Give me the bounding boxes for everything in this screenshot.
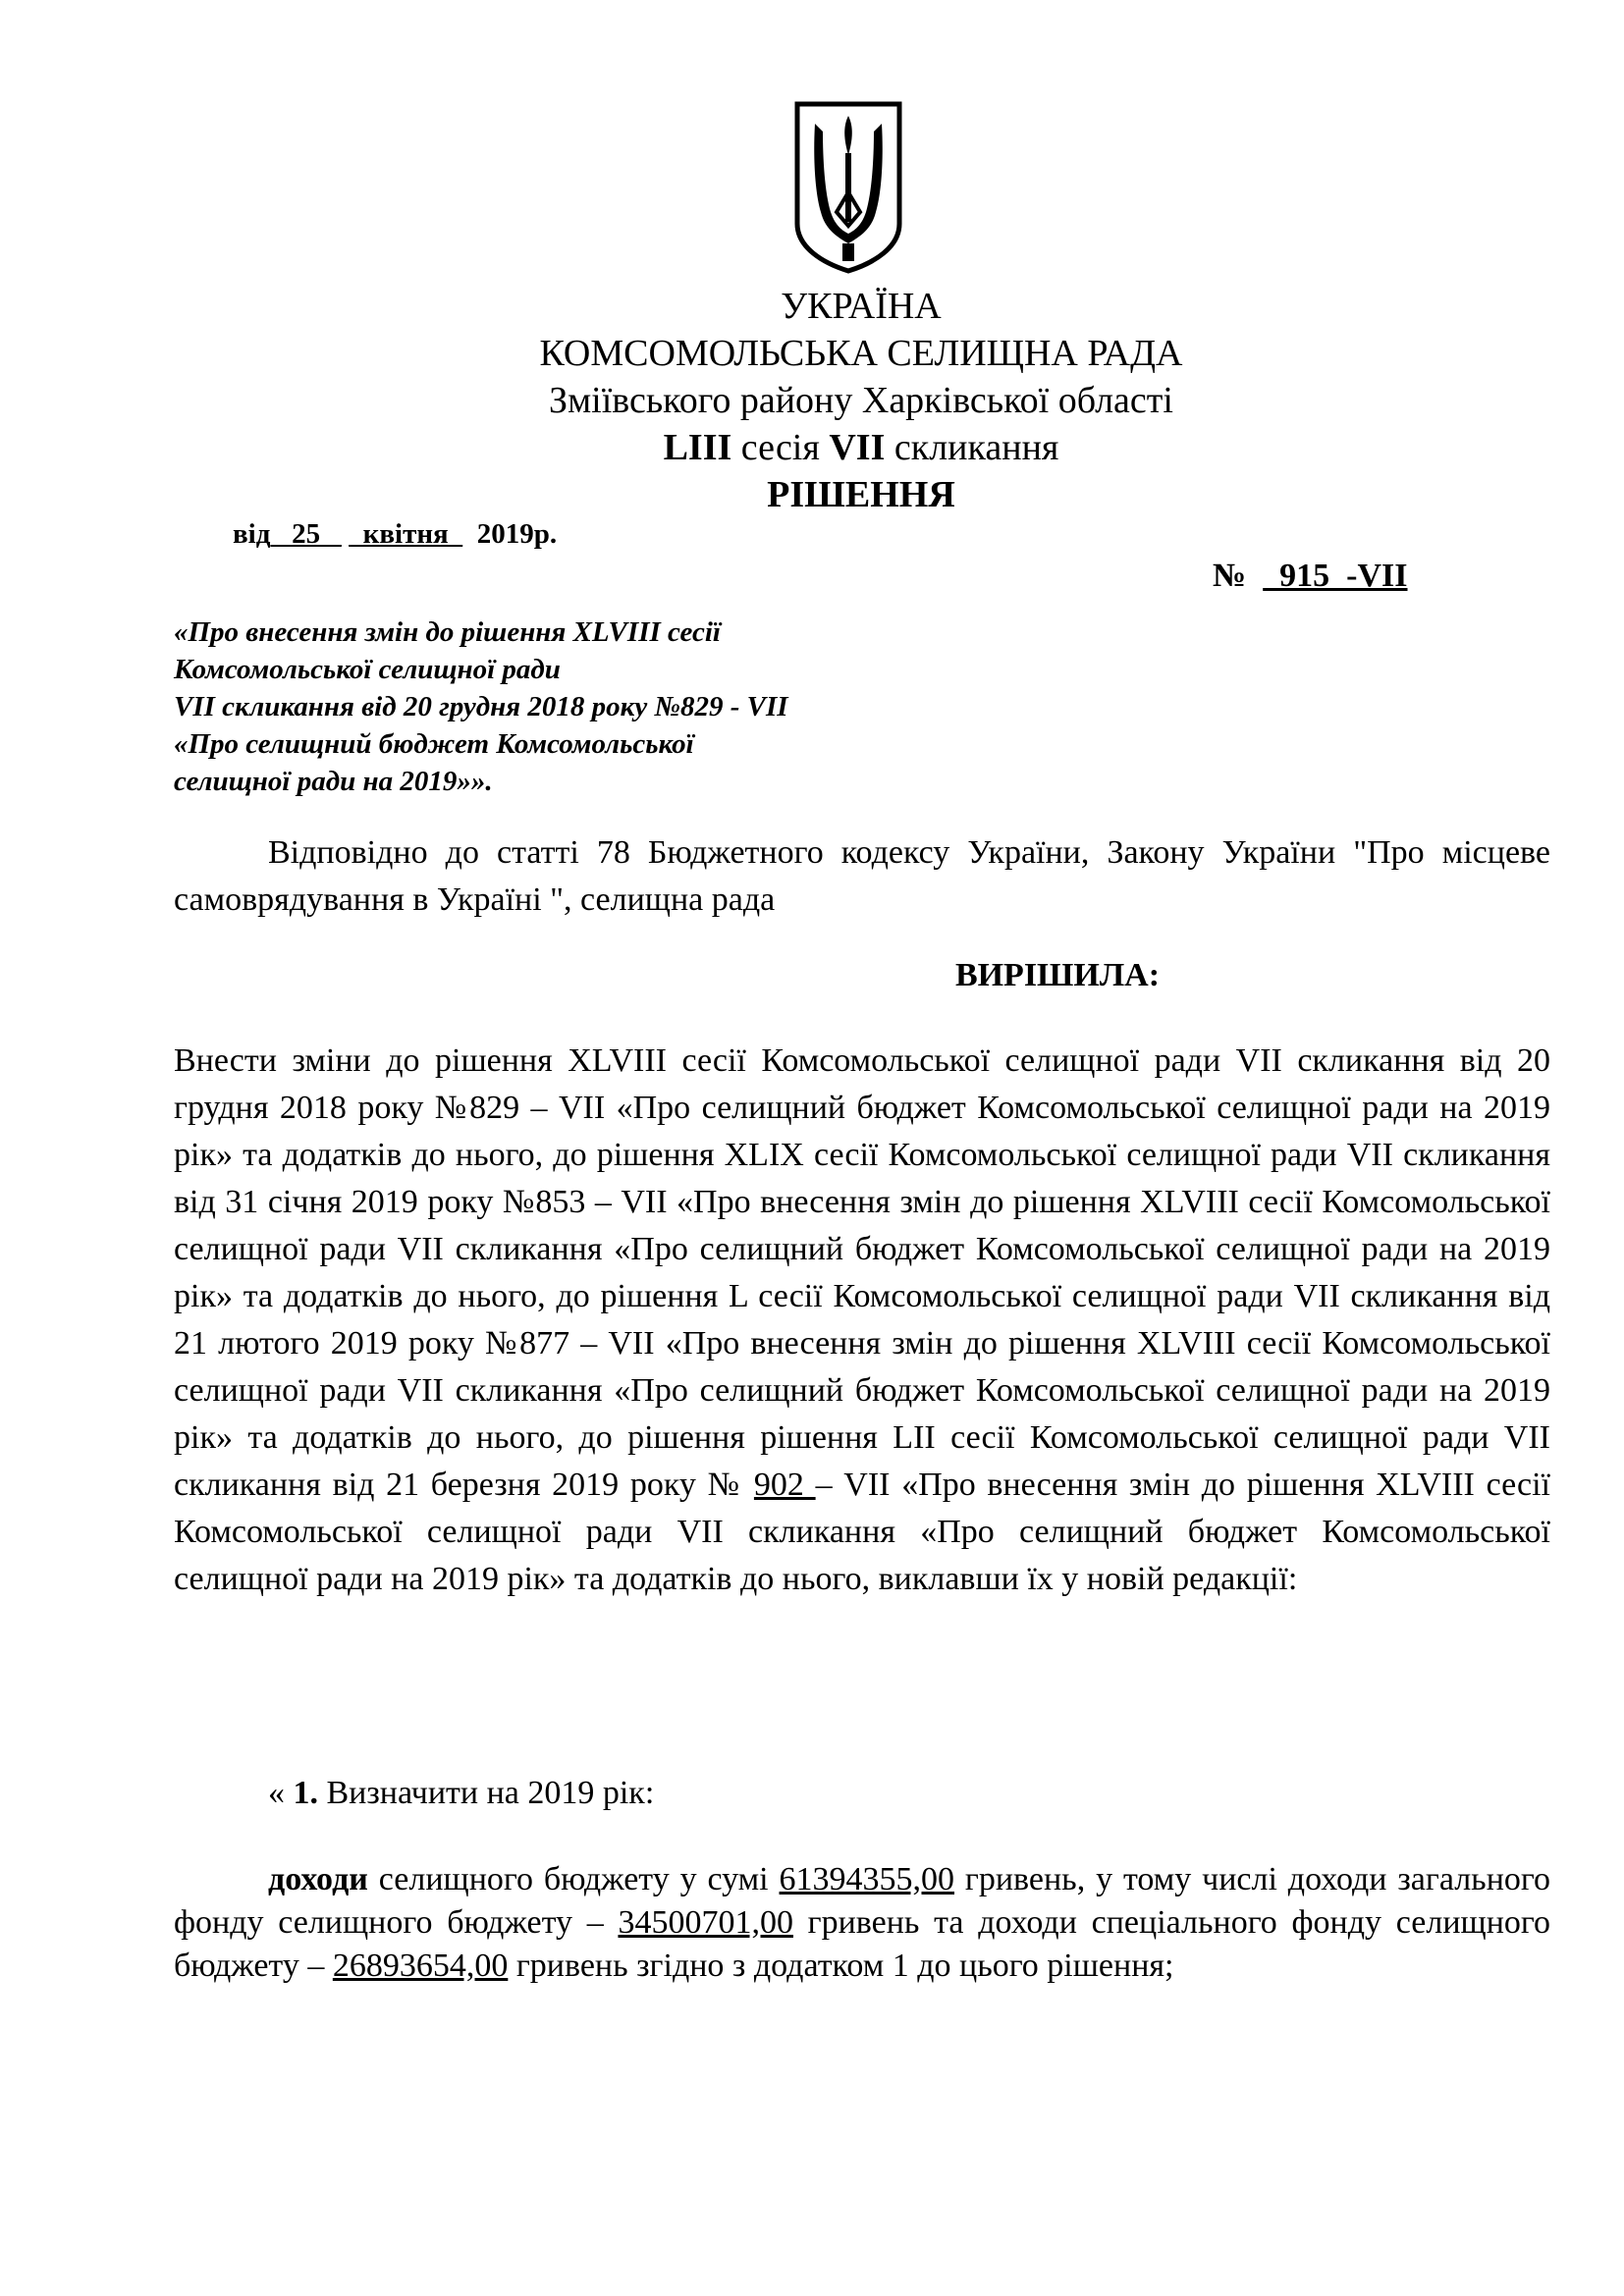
date-prefix: від: [233, 518, 271, 550]
income-general-fund: 34500701,00: [618, 1904, 793, 1941]
date-month: квітня: [349, 518, 463, 550]
income-paragraph: [174, 1858, 1550, 1988]
income-text: гривень згідно з додатком 1 до цього рішення;: [508, 1948, 1174, 1984]
session-line: [370, 426, 1352, 469]
item-number: 1.: [293, 1775, 318, 1811]
income-total: 61394355,00: [779, 1861, 955, 1897]
income-term: доходи: [268, 1861, 368, 1897]
item-1-heading: [174, 1770, 1550, 1817]
main-paragraph: [174, 1038, 1550, 1603]
resolved-heading: ВИРІШИЛА:: [954, 957, 1161, 993]
document-type: РІШЕННЯ: [767, 474, 955, 515]
reference-number: 902: [753, 1467, 816, 1503]
income-text: селищного бюджету у сумі: [367, 1861, 780, 1897]
convocation-word: скликання: [885, 427, 1059, 468]
session-word: сесія: [731, 427, 830, 468]
decision-number: [1213, 558, 1408, 595]
decision-date: [233, 518, 557, 551]
decision-subject: [174, 614, 788, 800]
coat-of-arms-icon: [791, 98, 905, 275]
number-sign: №: [1213, 558, 1264, 594]
number-value: 915 -VII: [1263, 558, 1408, 594]
district-name: Зміївського району Харківської області: [549, 380, 1173, 421]
subject-line: «Про внесення змін до рішення XLVIII сесії: [174, 616, 721, 648]
session-number: LIII: [663, 427, 732, 468]
country-name: УКРАЇНА: [781, 286, 942, 327]
income-text: гривень та доходи спеціального фонду селищного бюджету –: [174, 1904, 1550, 1984]
income-text: гривень, у тому числі доходи загального фонду селищного бюджету –: [174, 1861, 1550, 1941]
council-name: КОМСОМОЛЬСЬКА СЕЛИЩНА РАДА: [539, 333, 1183, 374]
date-day: 25: [270, 518, 342, 550]
main-text-part2: – VII «Про внесення змін до рішення XLVIII сесії Комсомольської селищної ради VII скликання «Про селищний бюджет Комсомольської селищної ради на 2019 рік» та додатків до нього, виклавши їх у новій редакції:: [174, 1467, 1550, 1597]
subject-line: селищної ради на 2019»».: [174, 766, 493, 797]
item-text: Визначити на 2019 рік:: [318, 1775, 655, 1811]
subject-line: Комсомольської селищної ради: [174, 654, 561, 685]
date-year: 2019р.: [462, 518, 558, 550]
income-special-fund: 26893654,00: [332, 1948, 509, 1984]
subject-line: VII скликання від 20 грудня 2018 року №829 - VII: [174, 691, 788, 722]
subject-line: «Про селищний бюджет Комсомольської: [174, 728, 694, 760]
preamble-paragraph: Відповідно до статті 78 Бюджетного кодексу України, Закону України "Про місцеве самоврядування в Україні ", селищна рада: [174, 834, 1550, 918]
convocation-number: VII: [829, 427, 886, 468]
item-open-quote: «: [268, 1775, 294, 1811]
main-text-part1: Внести зміни до рішення XLVIII сесії Комсомольської селищної ради VII скликання від 20 грудня 2018 року №829 – VII «Про селищний бюджет Комсомольської селищної ради на 2019 рік» та додатків до нього, до рішення XLIX сесії Комсомольської селищної ради VII скликання від 31 січня 2019 року №853 – VII «Про внесення змін до рішення XLVIII сесії Комсомольської селищної ради VII скликання «Про селищний бюджет Комсомольської селищної ради на 2019 рік» та додатків до нього, до рішення L сесії Комсомольської селищної ради VII скликання від 21 лютого 2019 року №877 – VII «Про внесення змін до рішення XLVIII сесії Комсомольської селищної ради VII скликання «Про селищний бюджет Комсомольської селищної ради на 2019 рік» та додатків до нього, до рішення рішення LII сесії Комсомольської селищної ради VII скликання від 21 березня 2019 року №: [174, 1042, 1550, 1503]
